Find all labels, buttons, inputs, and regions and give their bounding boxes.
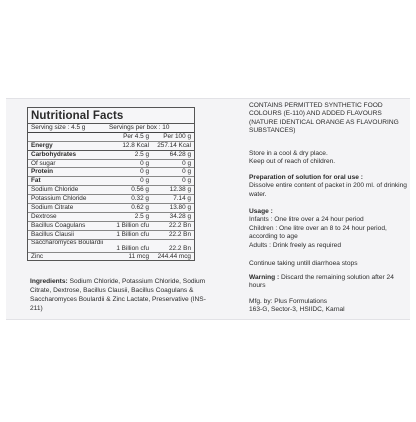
nutrient-row [28,186,194,195]
nutrient-per-100g: 12.38 g [169,186,191,194]
nutrient-name: Bacillus Coagulans [31,221,86,229]
nutrient-row [28,177,194,186]
nutrient-name: Energy [31,141,53,149]
nutrient-name: Protein [31,168,54,176]
nutrient-rows [28,142,194,261]
column-header-row [28,133,194,142]
nutrient-row [28,253,194,261]
nutrient-row [28,204,194,213]
nutrient-name: Carbohydrates [31,150,77,158]
ingredients-text [30,277,206,313]
nutrient-row [28,151,194,160]
nutrient-name: Sodium Chloride [31,186,79,194]
nutrient-per-100g: 22.2 Bn [168,230,191,238]
storage-line-2: Keep out of reach of children. [249,158,336,166]
nutrient-per-serving: 0.62 g [131,204,149,212]
manufacturer-info [249,298,409,315]
nutrient-per-100g: 0 g [182,168,191,176]
manufacturer-line-1: Mfg. by: Plus Formulations [249,298,328,305]
ingredients-heading: Ingredients: [30,278,68,285]
storage-instructions [249,150,409,167]
nutrient-per-100g: 13.80 g [169,204,191,212]
usage-adults: Adults : Drink freely as required [249,241,341,249]
nutrient-per-serving: 1 Billion cfu [116,244,149,252]
nutrient-per-serving: 0.32 g [131,195,149,203]
nutrient-row [28,240,194,253]
warning-heading: Warning : [249,274,280,281]
nutrient-per-100g: 244.44 mcg [157,252,191,260]
nutrient-row [28,231,194,240]
nutrient-name: Of sugar [31,159,56,167]
usage-heading: Usage : [249,208,273,215]
nutrient-row [28,195,194,204]
colours-notice: CONTAINS PERMITTED SYNTHETIC FOOD COLOURS (E-110) AND ADDED FLAVOURS (NATURE IDENTICAL ORANGE AS FLAVOURING SUBSTANCES) [249,102,399,135]
nutrient-row [28,160,194,169]
column-header-per-100g: Per 100 g [163,132,191,140]
warning-text: Discard the remaining solution after 24 hours [249,274,394,290]
nutrient-per-100g: 0 g [182,177,191,185]
nutrient-name: Zinc [31,252,44,260]
nutrient-row [28,222,194,231]
nutrient-per-serving: 0 g [140,177,149,185]
nutrient-name: Saccharomyces Boulardii [31,239,103,246]
usage-section [249,208,409,250]
usage-children: Children : One litre over an 8 to 24 hour period, according to age [249,224,387,241]
ingredients-list: Sodium Chloride, Potassium Chloride, Sodium Citrate, Dextrose, Bacillus Clausii, Bacillus Coagulans & Saccharomyces Boulardii & Zinc Lactate, Preservative (INS-211) [30,278,206,313]
column-header-blank [28,133,103,141]
nutrient-row [28,142,194,151]
nutrient-per-serving: 2.5 g [134,212,149,220]
nutrient-per-serving: 1 Billion cfu [116,221,149,229]
nutrient-name: Dextrose [31,212,57,220]
usage-infants: Infants : One litre over a 24 hour period [249,216,364,224]
nutrient-per-100g: 0 g [182,159,191,167]
nutrient-row [28,168,194,177]
nutrient-per-serving: 1 Billion cfu [116,230,149,238]
nutrient-per-100g: 7.14 g [173,195,191,203]
warning-section [249,274,409,291]
storage-line-1: Store in a cool & dry place. [249,150,328,157]
nutrient-per-100g: 22.2 Bn [168,221,191,229]
nutrient-per-serving: 0.56 g [131,186,149,194]
nutrient-per-serving: 0 g [140,159,149,167]
nutrition-facts-table [27,107,195,261]
nutrient-per-serving: 0 g [140,168,149,176]
nutrition-facts-title: Nutritional Facts [28,108,194,124]
nutrient-name: Bacillus Clausii [31,230,74,238]
servings-per-box: Servings per box : 10 [109,124,170,131]
nutrient-per-100g: 34.28 g [169,212,191,220]
preparation-heading: Preparation of solution for oral use : [249,174,363,181]
nutrient-per-100g: 22.2 Bn [168,244,191,252]
serving-info-row [28,124,194,133]
preparation-text: Dissolve entire content of packet in 200 ml. of drinking water. [249,182,407,198]
manufacturer-line-2: 163-G, Sector-3, HSIIDC, Karnal [249,306,345,314]
nutrient-name: Fat [31,177,41,185]
serving-size: Serving size : 4.5 g [31,124,86,131]
nutrient-row [28,213,194,222]
nutrient-per-serving: 12.8 Kcal [122,141,149,149]
nutrient-per-100g: 257.14 Kcal [157,141,191,149]
nutrient-per-100g: 64.28 g [169,150,191,158]
nutrient-per-serving: 2.5 g [134,150,149,158]
nutrient-name: Potassium Chloride [31,195,87,203]
preparation-section [249,174,409,199]
continue-note: Continue taking untill diarrhoea stops [249,260,358,267]
nutrient-per-serving: 11 mcg [128,252,149,260]
column-header-per-serving: Per 4.5 g [123,132,149,140]
nutrient-name: Sodium Citrate [31,204,74,212]
